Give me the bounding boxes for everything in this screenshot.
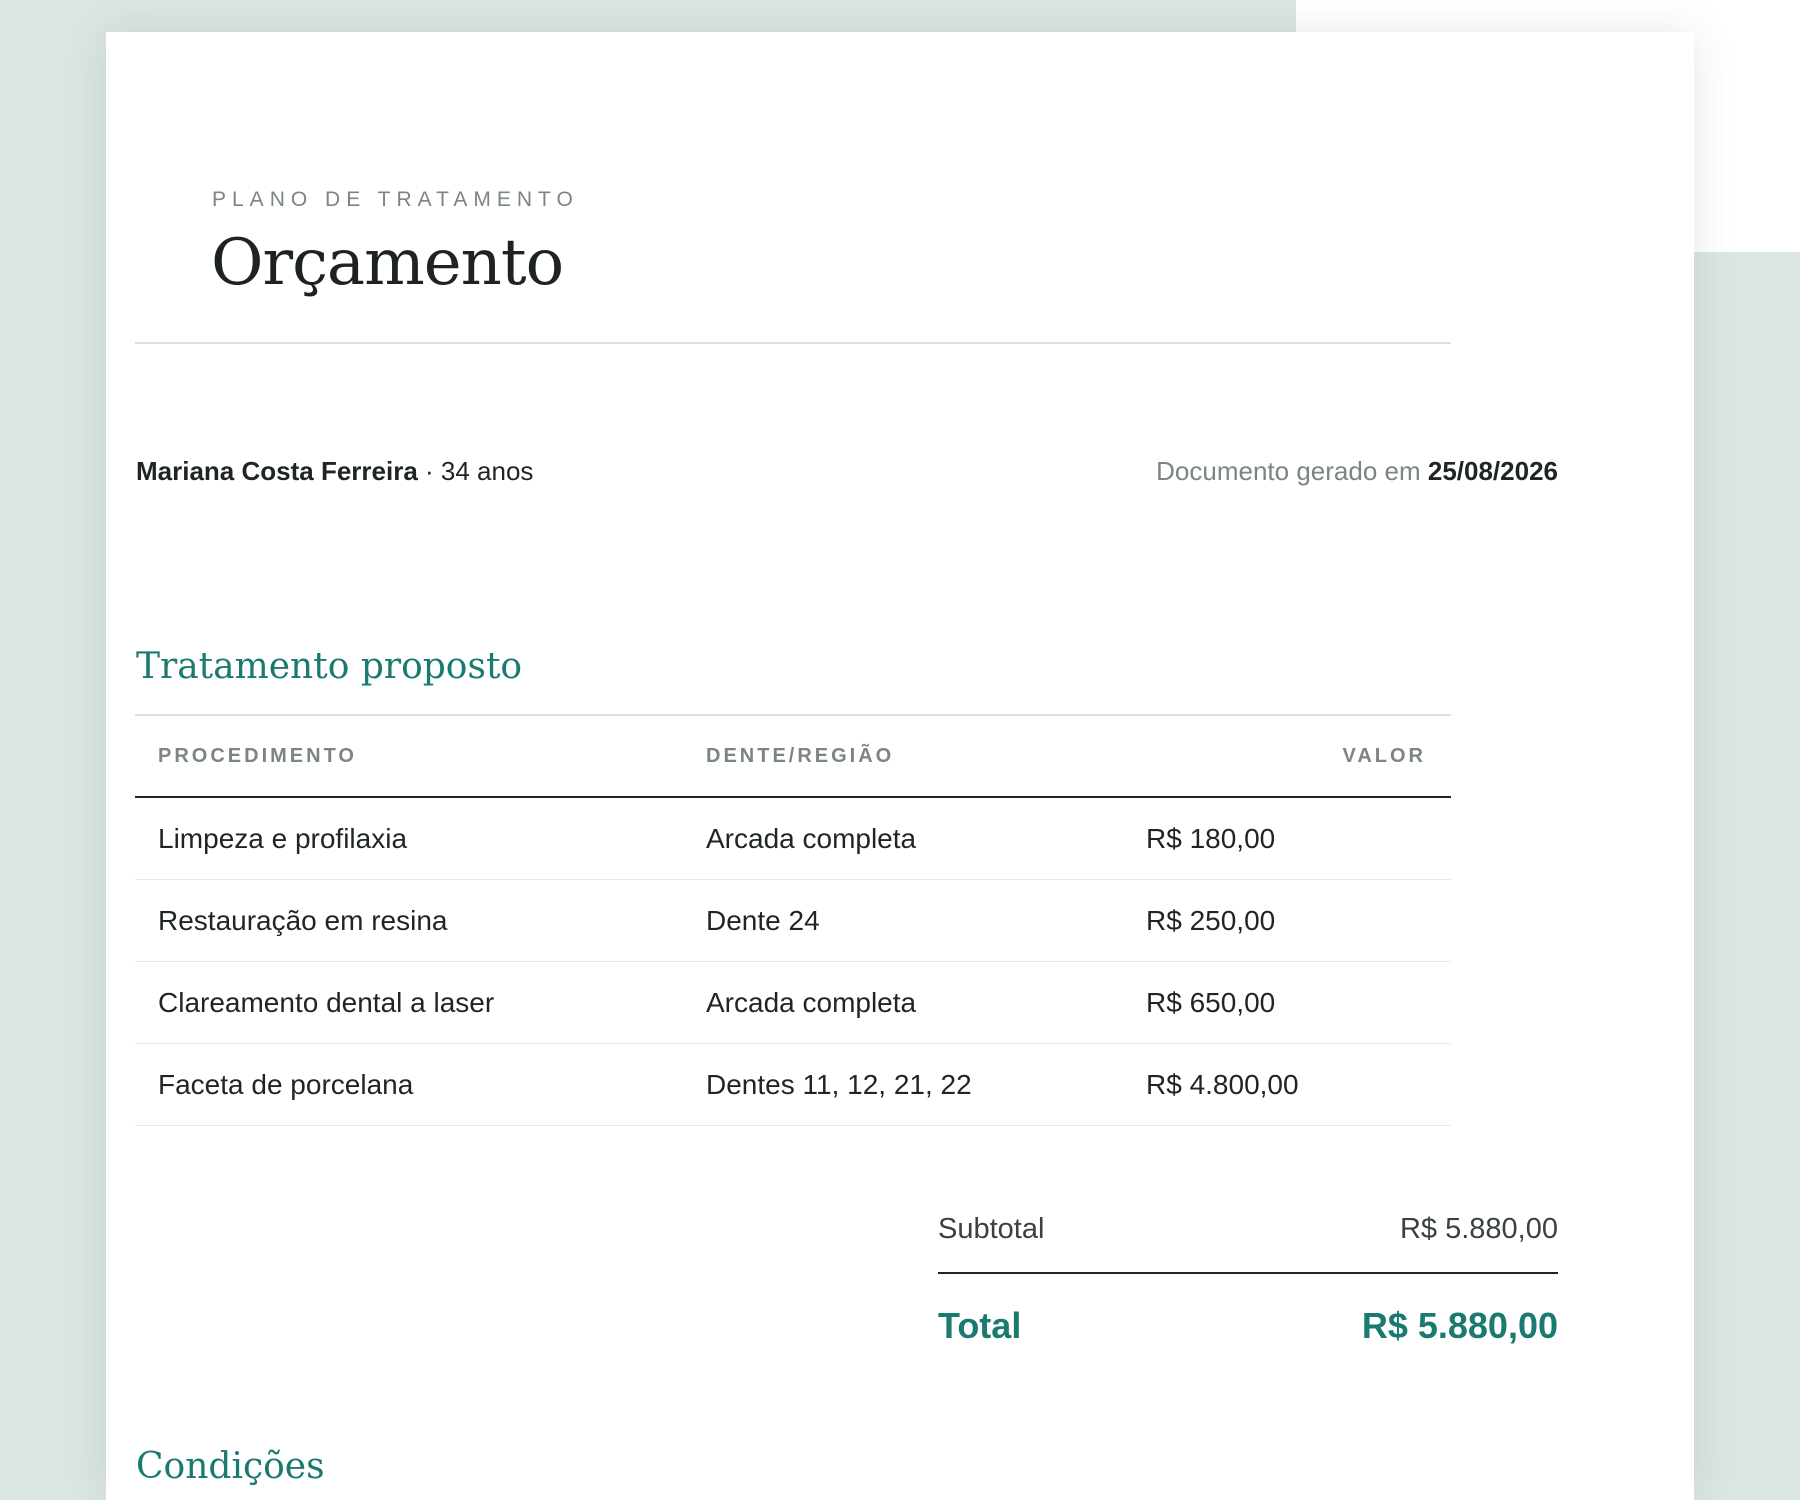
patient-separator: · — [417, 456, 441, 486]
document-eyebrow: PLANO DE TRATAMENTO — [212, 188, 579, 211]
subtotal-value: R$ 5.880,00 — [1399, 1212, 1558, 1245]
procedure-cell: Faceta de porcelana — [158, 1068, 414, 1100]
value-cell: R$ 650,00 — [1146, 986, 1276, 1018]
region-cell: Dentes 11, 12, 21, 22 — [706, 1068, 972, 1100]
table-row — [135, 798, 1451, 880]
column-header-procedure: PROCEDIMENTO — [158, 744, 357, 767]
treatment-table — [135, 714, 1451, 1126]
value-cell: R$ 180,00 — [1146, 822, 1276, 854]
patient-age: 34 anos — [440, 456, 534, 486]
procedure-cell: Clareamento dental a laser — [158, 986, 495, 1018]
document-title: Orçamento — [211, 226, 564, 300]
value-cell: R$ 250,00 — [1146, 904, 1276, 936]
procedure-cell: Restauração em resina — [158, 904, 448, 936]
subtotal-label: Subtotal — [938, 1212, 1045, 1245]
region-cell: Arcada completa — [706, 822, 917, 854]
subtotal-row — [938, 1200, 1558, 1258]
column-header-value: VALOR — [1342, 744, 1426, 767]
table-header — [135, 716, 1451, 798]
totals-block — [938, 1200, 1558, 1378]
procedure-cell: Limpeza e profilaxia — [158, 822, 408, 854]
column-header-region: DENTE/REGIÃO — [706, 744, 895, 767]
table-row — [135, 962, 1451, 1044]
document-date-label: Documento gerado em — [1156, 456, 1428, 486]
patient-name: Mariana Costa Ferreira — [136, 456, 418, 486]
conditions-section-title: Condições — [136, 1446, 325, 1487]
region-cell: Dente 24 — [706, 904, 820, 936]
treatment-section-title: Tratamento proposto — [136, 646, 523, 687]
total-label: Total — [938, 1305, 1022, 1346]
table-row — [135, 880, 1451, 962]
document-date — [1156, 456, 1558, 487]
document-date-value: 25/08/2026 — [1427, 456, 1558, 486]
value-cell: R$ 4.800,00 — [1146, 1068, 1299, 1100]
header-divider — [135, 342, 1451, 344]
table-row — [135, 1044, 1451, 1126]
region-cell: Arcada completa — [706, 986, 917, 1018]
total-row — [938, 1274, 1558, 1378]
patient-info — [136, 456, 533, 487]
total-value: R$ 5.880,00 — [1361, 1305, 1558, 1346]
